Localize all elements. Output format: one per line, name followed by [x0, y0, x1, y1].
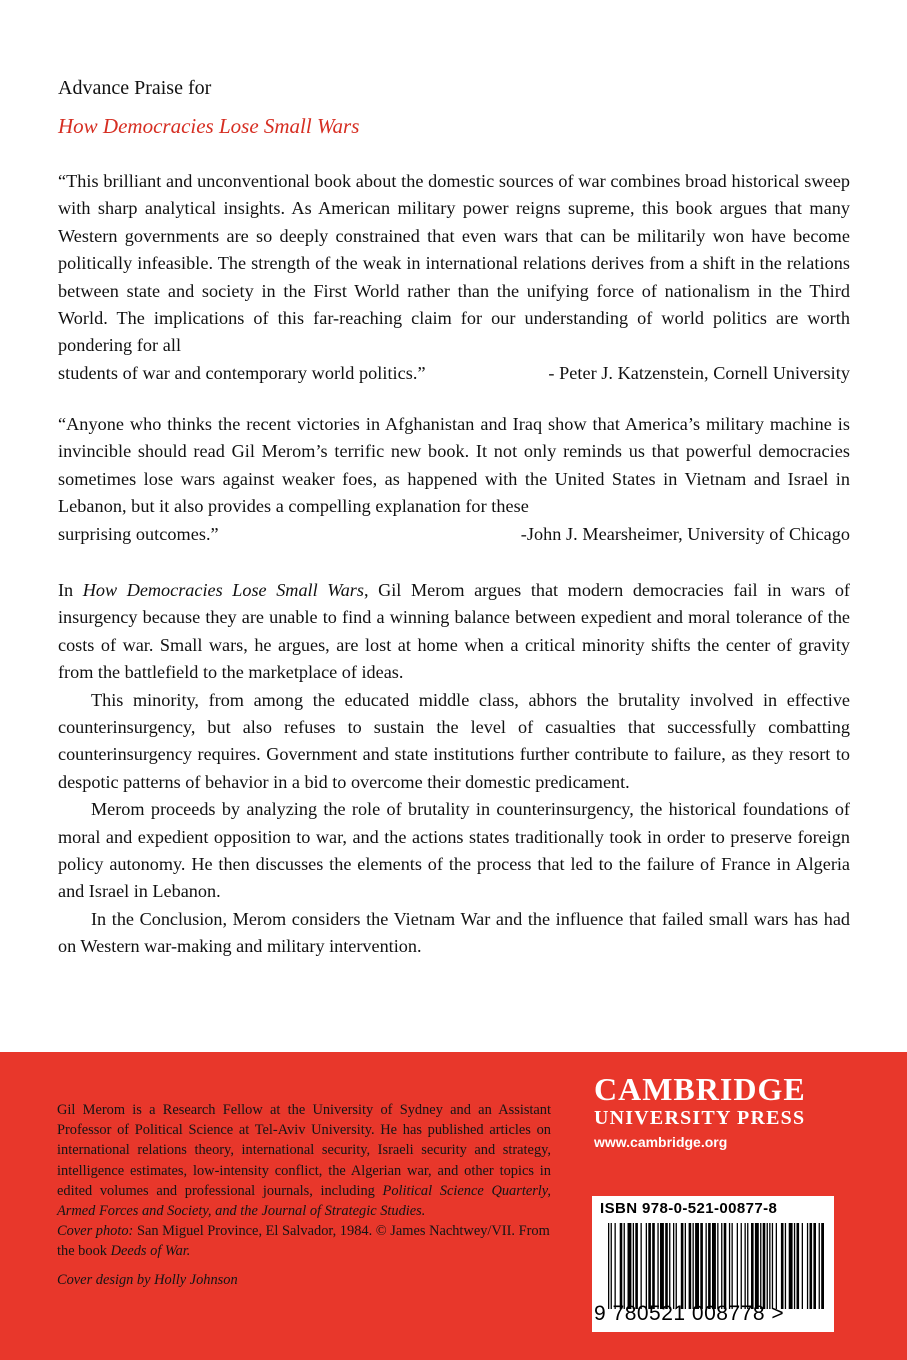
cover-photo-book: Deeds of War.	[110, 1243, 191, 1260]
book-description	[58, 577, 850, 961]
barcode-bar	[732, 1223, 733, 1309]
cover-photo-text: San Miguel Province, El Salvador, 1984. © James Nachtwey/VII. From the book	[57, 1223, 550, 1260]
barcode-bar	[751, 1223, 754, 1309]
barcode-bar	[813, 1223, 816, 1309]
quote-body: “This brilliant and unconventional book about the domestic sources of war combines broad historical sweep with sharp analytical insights. As American military power reigns supreme, this book argues that many Western governments are so deeply constrained that even wars that can be militarily won have become politically infeasible. The strength of the weak in international relations derives from a shift in the relations between state and society in the First World rather than the unifying force of nationalism in the Third World. The implications of this far-reaching claim for our understanding of world politics are worth pondering for all	[58, 171, 850, 356]
publisher-url: www.cambridge.org	[594, 1134, 728, 1150]
barcode-bar	[819, 1223, 820, 1309]
barcode-bar	[767, 1223, 768, 1309]
barcode-bar	[615, 1223, 616, 1309]
book-title: How Democracies Lose Small Wars	[58, 114, 360, 138]
barcode-bar	[708, 1223, 711, 1309]
cover-photo-label: Cover photo:	[57, 1223, 134, 1240]
barcode-bar	[620, 1223, 623, 1309]
barcode-bar	[652, 1223, 655, 1309]
barcode-bars	[608, 1223, 824, 1309]
description-book-title: How Democracies Lose Small Wars	[82, 580, 364, 600]
barcode-bar	[685, 1223, 686, 1309]
barcode-bar	[821, 1223, 824, 1309]
barcode-bar	[665, 1223, 668, 1309]
description-paragraph-1	[58, 577, 850, 687]
barcode-bar	[673, 1223, 674, 1309]
barcode-bar	[676, 1223, 677, 1309]
barcode-bar	[802, 1223, 803, 1309]
description-paragraph-4: In the Conclusion, Merom considers the Vietnam War and the influence that failed small wars has had on Western war-making and military intervention.	[58, 908, 850, 957]
bio-text: Gil Merom is a Research Fellow at the University of Sydney and an Assistant Professor of Political Science at Tel-Aviv University. He has published articles on international relations theory, international security, Israeli security and strategy, intelligence estimates, low-intensity conflict, the Algerian war, and other topics in edited volumes and professional journals, including	[57, 1102, 551, 1199]
praise-heading: Advance Praise for	[58, 77, 212, 99]
barcode-bar	[810, 1223, 813, 1309]
quote-last-line	[58, 360, 850, 387]
cover-photo-credit	[57, 1221, 551, 1261]
barcode-bar	[741, 1223, 742, 1309]
barcode-bar	[763, 1223, 766, 1309]
barcode-bar	[681, 1223, 684, 1309]
barcode-bar	[669, 1223, 670, 1309]
barcode-bar	[737, 1223, 738, 1309]
barcode-bar	[760, 1223, 761, 1309]
barcode-bar	[785, 1223, 786, 1309]
barcode-bar	[781, 1223, 784, 1309]
barcode-bar	[712, 1223, 716, 1309]
barcode-bar	[789, 1223, 793, 1309]
quote-last-line	[58, 521, 850, 548]
cover-design-credit: Cover design by Holly Johnson	[57, 1271, 238, 1288]
barcode-bar	[769, 1223, 770, 1309]
barcode-bar	[776, 1223, 777, 1309]
barcode-bar	[624, 1223, 625, 1309]
description-prefix: In	[58, 580, 83, 600]
barcode-bar	[729, 1223, 730, 1309]
quote-mearsheimer	[58, 411, 850, 548]
barcode-bar	[648, 1223, 651, 1309]
quote-attribution: -John J. Mearsheimer, University of Chicago	[520, 523, 850, 544]
description-text: , Gil Merom argues that modern democracies fail in wars of insurgency because they are unable to find a winning balance between expedient and moral tolerance of the costs of war. Small wars, he argues, are lost at home when a critical minority shifts the center of gravity from the battlefield to the marketplace of ideas.	[58, 580, 850, 683]
barcode-bar	[608, 1223, 609, 1309]
description-paragraph-3: Merom proceeds by analyzing the role of brutality in counterinsurgency, the historical foundations of moral and expedient opposition to war, and the actions states traditionally took in order to preserve foreign policy autonomy. He then discusses the elements of the process that led to the failure of France in Algeria and Israel in Lebanon.	[58, 799, 850, 902]
barcode-bar	[635, 1223, 638, 1309]
description-paragraph-2: This minority, from among the educated middle class, abhors the brutality involved in effective counterinsurgency, but also refuses to sustain the level of casualties that successfully combatting counterinsurgency requires. Government and state institutions further contribute to failure, as they resort to despotic patterns of behavior in a bid to overcome their domestic predicament.	[58, 689, 850, 792]
barcode-bar	[646, 1223, 647, 1309]
barcode-bar	[797, 1223, 800, 1309]
barcode-bar	[794, 1223, 795, 1309]
barcode-bar	[745, 1223, 746, 1309]
bio-journals: Political Science Quarterly, Armed Forces and Society, and the Journal of Strategic Studies.	[57, 1182, 551, 1220]
barcode-bar	[695, 1223, 699, 1309]
barcode-bar	[641, 1223, 642, 1309]
barcode-bar	[700, 1223, 703, 1309]
barcode-bar	[772, 1223, 773, 1309]
publisher-press: UNIVERSITY PRESS	[594, 1107, 806, 1129]
barcode-bar	[807, 1223, 808, 1309]
barcode-bar	[717, 1223, 718, 1309]
publisher-logo	[594, 1072, 834, 1150]
barcode-bar	[657, 1223, 658, 1309]
barcode-bar	[628, 1223, 632, 1309]
barcode-bar	[611, 1223, 612, 1309]
author-bio	[57, 1100, 551, 1290]
barcode-bar	[633, 1223, 634, 1309]
barcode-bar	[660, 1223, 664, 1309]
barcode-bar	[755, 1223, 759, 1309]
barcode-bar	[693, 1223, 694, 1309]
barcode-bar	[706, 1223, 707, 1309]
quote-body: “Anyone who thinks the recent victories in Afghanistan and Iraq show that America’s military machine is invincible should read Gil Merom’s terrific new book. It not only reminds us that powerful democracies sometimes lose wars against weaker foes, as happened with the United States in Vietnam and Israel in Lebanon, but it also provides a compelling explanation for these	[58, 414, 850, 517]
barcode-bar	[721, 1223, 722, 1309]
quote-ending: surprising outcomes.”	[58, 523, 219, 544]
isbn-label: ISBN 978-0-521-00877-8	[600, 1200, 778, 1217]
back-cover-red-band	[0, 1052, 907, 1360]
barcode-digits: 9 780521 008778 >	[594, 1302, 785, 1325]
author-bio-text	[57, 1100, 551, 1221]
quote-katzenstein	[58, 168, 850, 387]
quote-ending: students of war and contemporary world politics.”	[58, 362, 426, 383]
barcode-bar	[747, 1223, 748, 1309]
barcode-bar	[724, 1223, 727, 1309]
barcode-bar	[689, 1223, 692, 1309]
isbn-barcode	[592, 1196, 834, 1332]
quote-attribution: - Peter J. Katzenstein, Cornell University	[548, 362, 850, 383]
publisher-name: CAMBRIDGE	[594, 1071, 806, 1107]
